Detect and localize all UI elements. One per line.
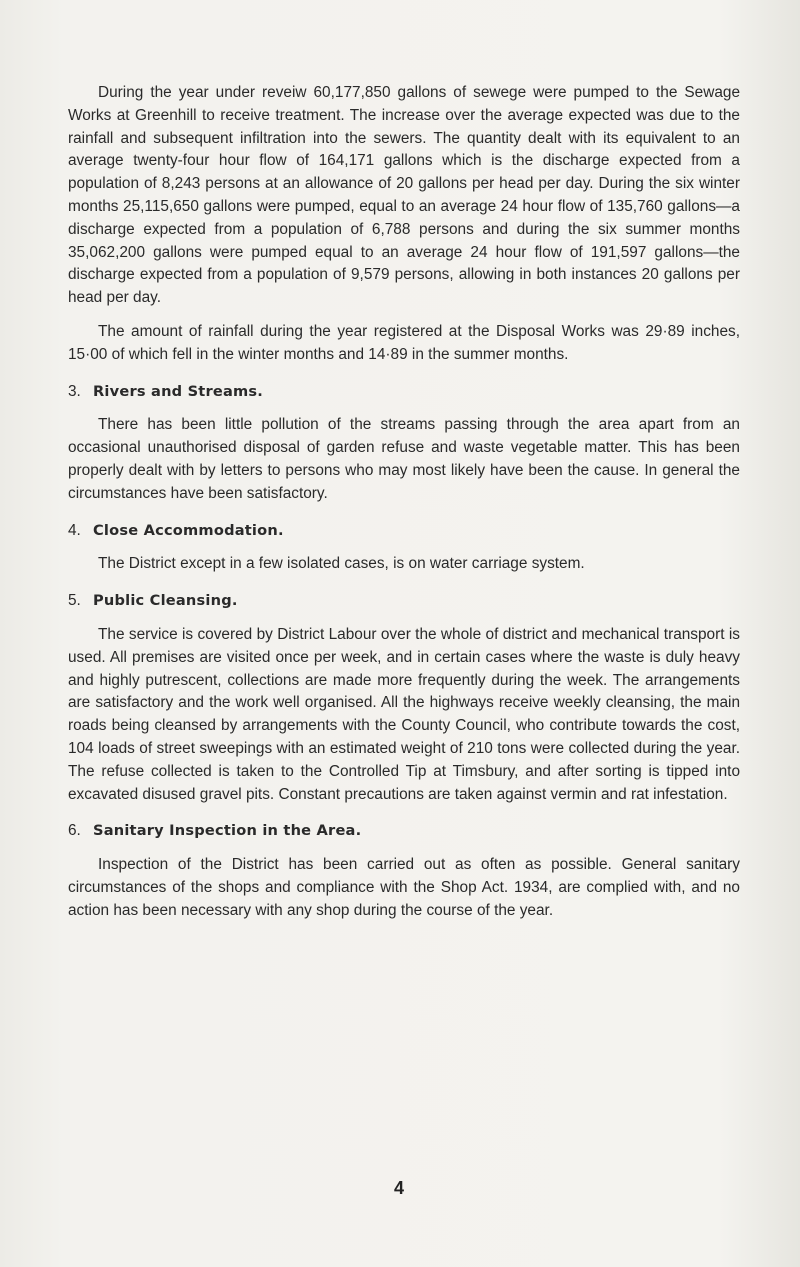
section-title: Public Cleansing. [93, 592, 238, 610]
section-title: Close Accommodation. [93, 521, 284, 539]
rainfall-paragraph: The amount of rainfall during the year registered at the Disposal Works was 29·89 inches, 15·00 of which fell in the winter months and 14·89 in the summer months. [68, 322, 740, 363]
closet-paragraph: The District except in a few isolated cases, is on water carriage system. [98, 555, 585, 573]
rivers-paragraph: There has been little pollution of the streams passing through the area apart from an occasional unauthorised disposal of garden refuse and waste vegetable matter. This has been properly dealt with by letters to persons who may most likely have been the cause. In general the circumstances have been satisfactory. [68, 416, 740, 502]
page-content [68, 82, 740, 923]
cleansing-heading [68, 590, 740, 613]
section-number: 5. [68, 592, 81, 610]
rivers-heading [68, 381, 740, 404]
cleansing-paragraph: The service is covered by District Labour over the whole of district and mechanical transport is used. All premises are visited once per week, and in certain cases where the waste is duly heavy and highly putrescent, collections are made more frequently during the week. The arrangements are satisfactory and the work well organised. All the highways receive weekly cleansing, the main roads being cleansed by arrangements with the County Council, who contribute towards the cost, 104 loads of street sweepings with an estimated weight of 210 tons were collected during the year. The refuse collected is taken to the Controlled Tip at Timsbury, and after sorting is tipped into excavated disused gravel pits. Constant precautions are taken against vermin and rat infestation. [68, 625, 740, 803]
section-title: Rivers and Streams. [93, 382, 264, 400]
inspection-paragraph: Inspection of the District has been carried out as often as possible. General sanitary circumstances of the shops and compliance with the Shop Act. 1934, are complied with, and no action has been necessary with any shop during the course of the year. [68, 856, 740, 919]
closet-heading [68, 520, 740, 543]
page-number: 4 [393, 1178, 404, 1198]
inspection-heading [68, 820, 740, 843]
sewage-paragraph: During the year under reveiw 60,177,850 gallons of sewege were pumped to the Sewage Works at Greenhill to receive treatment. The increase over the average expected was due to the rainfall and subsequent infiltration into the sewers. The quantity dealt with its equivalent to an average twenty-four hour flow of 164,171 gallons which is the discharge expected from a population of 8,243 persons at an allowance of 20 gallons per head per day. During the six winter months 25,115,650 gallons were pumped, equal to an average 24 hour flow of 135,760 gallons—a discharge expected from a population of 6,788 persons and during the six summer months 35,062,200 gallons were pumped equal to an average 24 hour flow of 191,597 gallons—the discharge expected from a population of 9,579 persons, allowing in both instances 20 gallons per head per day. [68, 84, 740, 307]
section-number: 3. [68, 382, 81, 400]
section-title: Sanitary Inspection in the Area. [93, 822, 362, 840]
section-number: 6. [68, 822, 81, 840]
section-number: 4. [68, 521, 81, 539]
